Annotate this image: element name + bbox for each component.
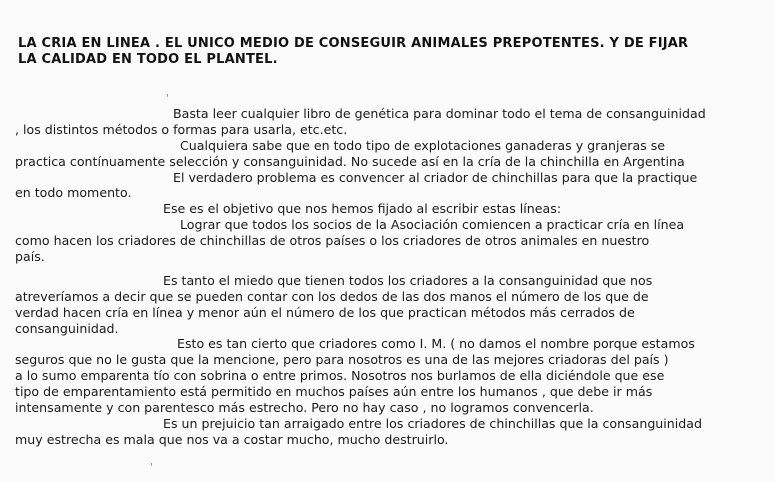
body-line: seguros que no le gusta que la mencione, pero para nosotros es una de las mejores criadoras del país ) [15, 352, 669, 368]
body-line: Es un prejuicio tan arraigado entre los criadores de chinchillas que la consanguinidad [163, 415, 702, 431]
body-line: Esto es tan cierto que criadores como I. M. ( no damos el nombre porque estamos [177, 336, 695, 352]
body-line: Cualquiera sabe que en todo tipo de explotaciones ganaderas y granjeras se [180, 137, 666, 153]
document-body [15, 106, 770, 448]
body-line: país. [15, 249, 45, 265]
body-line: en todo momento. [15, 185, 132, 201]
body-line: Es tanto el miedo que tienen todos los criadores a la consanguinidad que nos [163, 272, 653, 288]
scan-speck: ' [150, 462, 153, 473]
document-title [18, 36, 768, 68]
body-line: a lo sumo emparenta tío con sobrina o entre primos. Nosotros nos burlamos de ella diciéndole que ese [15, 368, 665, 384]
body-line: como hacen los criadores de chinchillas de otros países o los criadores de otros animales en nuestro [15, 233, 650, 249]
body-line: Ese es el objetivo que nos hemos fijado al escribir estas líneas: [163, 201, 562, 217]
scan-speck: ' [166, 93, 169, 104]
body-line: verdad hacen cría en línea y menor aún el número de los que practican métodos más cerrados de [15, 304, 635, 320]
body-line: intensamente y con parentesco más estrecho. Pero no hay caso , no logramos convencerla. [15, 400, 594, 416]
body-line: muy estrecha es mala que nos va a costar mucho, mucho destruirlo. [15, 431, 449, 447]
paragraph-gap [15, 265, 770, 273]
title-line-1: LA CRIA EN LINEA . EL UNICO MEDIO DE CONSEGUIR ANIMALES PREPOTENTES. Y DE FIJAR [18, 36, 689, 51]
body-line: , los distintos métodos o formas para usarla, etc.etc. [15, 121, 348, 137]
title-line-2: LA CALIDAD EN TODO EL PLANTEL. [18, 52, 278, 67]
body-line: Lograr que todos los socios de la Asociación comiencen a practicar cría en línea [180, 217, 685, 233]
body-line: practica contínuamente selección y consanguinidad. No sucede así en la cría de la chinchilla en Argentina [15, 153, 685, 169]
body-line: El verdadero problema es convencer al criador de chinchillas para que la practique [173, 169, 698, 185]
body-line: Basta leer cualquier libro de genética para dominar todo el tema de consanguinidad [173, 106, 706, 121]
body-line: consanguinidad. [15, 320, 119, 336]
body-line: tipo de emparentamiento está permitido en muchos países aún entre los humanos , que debe ir más [15, 384, 653, 400]
body-line: atreveríamos a decir que se pueden contar con los dedos de las dos manos el número de los que de [15, 288, 649, 304]
